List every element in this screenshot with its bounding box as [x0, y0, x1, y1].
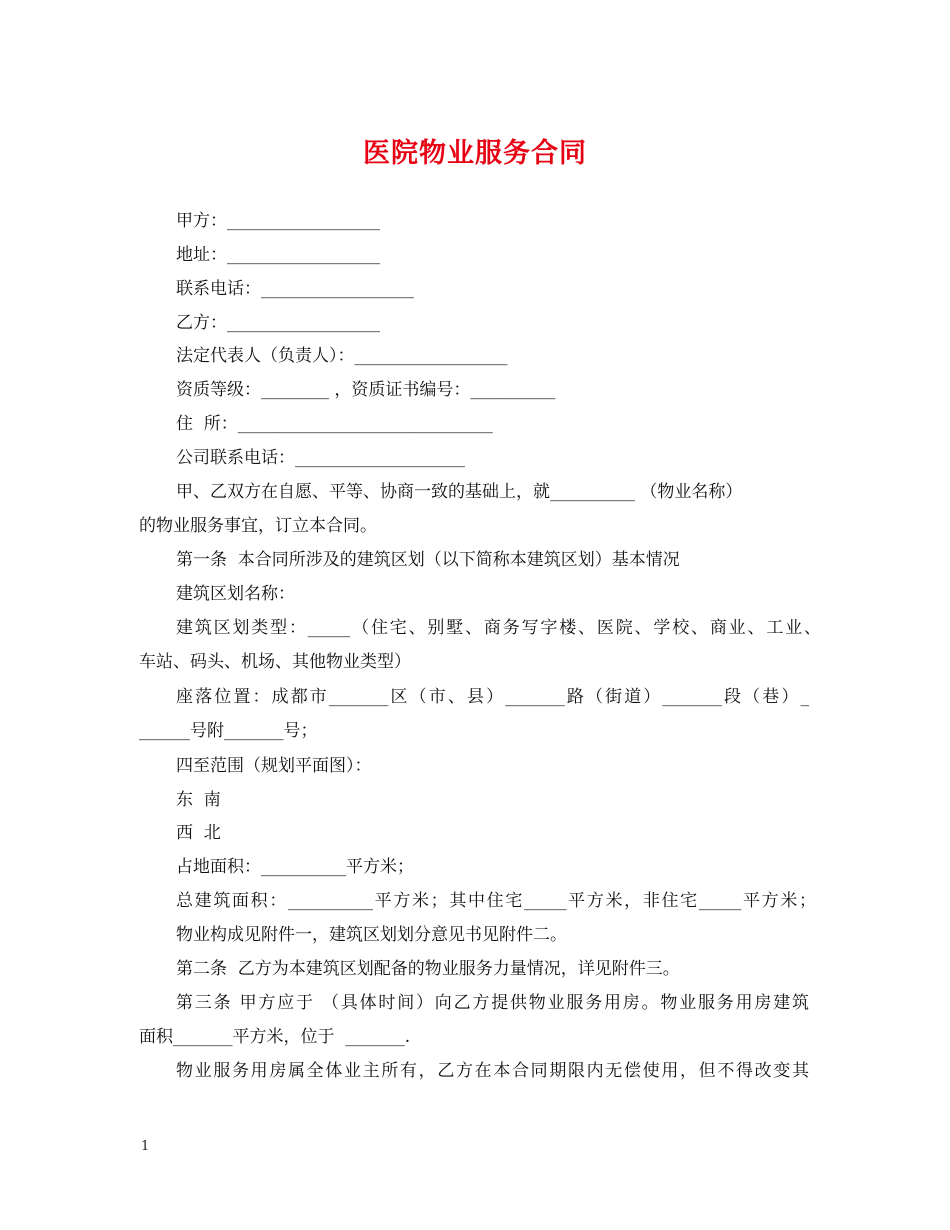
page-number: 1: [141, 1139, 150, 1154]
location-line-2: ______号附_______号；: [139, 721, 318, 741]
party-a-line: 甲方：__________________: [176, 211, 380, 231]
article-3-line-2: 面积_______平方米，位于 _______.: [139, 1027, 411, 1047]
zone-type-line-2: 车站、码头、机场、其他物业类型）: [139, 652, 411, 672]
zone-name-line: 建筑区划名称：: [176, 584, 295, 604]
zone-type-line-1: 建筑区划类型：_____（住宅、别墅、商务写字楼、医院、学校、商业、工业、: [176, 618, 821, 638]
residence-line: 住 所：______________________________: [176, 414, 493, 434]
address-line: 地址：__________________: [176, 245, 380, 265]
article-2-line: 第二条 乙方为本建筑区划配备的物业服务力量情况，详见附件三。: [176, 959, 680, 979]
east-south-line: 东 南: [176, 790, 221, 810]
contact-phone-line: 联系电话：__________________: [176, 279, 414, 299]
article-3-line-1: 第三条 甲方应于 （具体时间）向乙方提供物业服务用房。物业服务用房建筑: [176, 993, 809, 1013]
legal-representative-line: 法定代表人（负责人）：__________________: [176, 346, 508, 366]
west-north-line: 西 北: [176, 823, 221, 843]
preamble-line-2: 的物业服务事宜，订立本合同。: [139, 516, 377, 536]
party-b-line: 乙方：__________________: [176, 313, 380, 333]
page-title: 医院物业服务合同: [363, 138, 587, 169]
company-phone-line: 公司联系电话：____________________: [176, 448, 465, 468]
qualification-line: 资质等级：________ ，资质证书编号：__________: [176, 380, 556, 400]
location-line-1: 座落位置：成都市_______区（市、县）_______路（街道）_______段（巷）_: [176, 687, 809, 707]
service-premises-line: 物业服务用房属全体业主所有，乙方在本合同期限内无偿使用，但不得改变其: [176, 1061, 809, 1081]
article-1-heading: 第一条 本合同所涉及的建筑区划（以下简称本建筑区划）基本情况: [176, 550, 680, 570]
preamble-line-1: 甲、乙双方在自愿、平等、协商一致的基础上，就__________ （物业名称）: [176, 482, 743, 502]
property-composition-line: 物业构成见附件一，建筑区划划分意见书见附件二。: [176, 925, 567, 945]
boundary-line: 四至范围（规划平面图）：: [176, 756, 372, 776]
land-area-line: 占地面积：__________平方米；: [176, 857, 414, 877]
building-area-line: 总建筑面积：__________平方米；其中住宅_____平方米，非住宅_____平方米；: [176, 891, 816, 911]
